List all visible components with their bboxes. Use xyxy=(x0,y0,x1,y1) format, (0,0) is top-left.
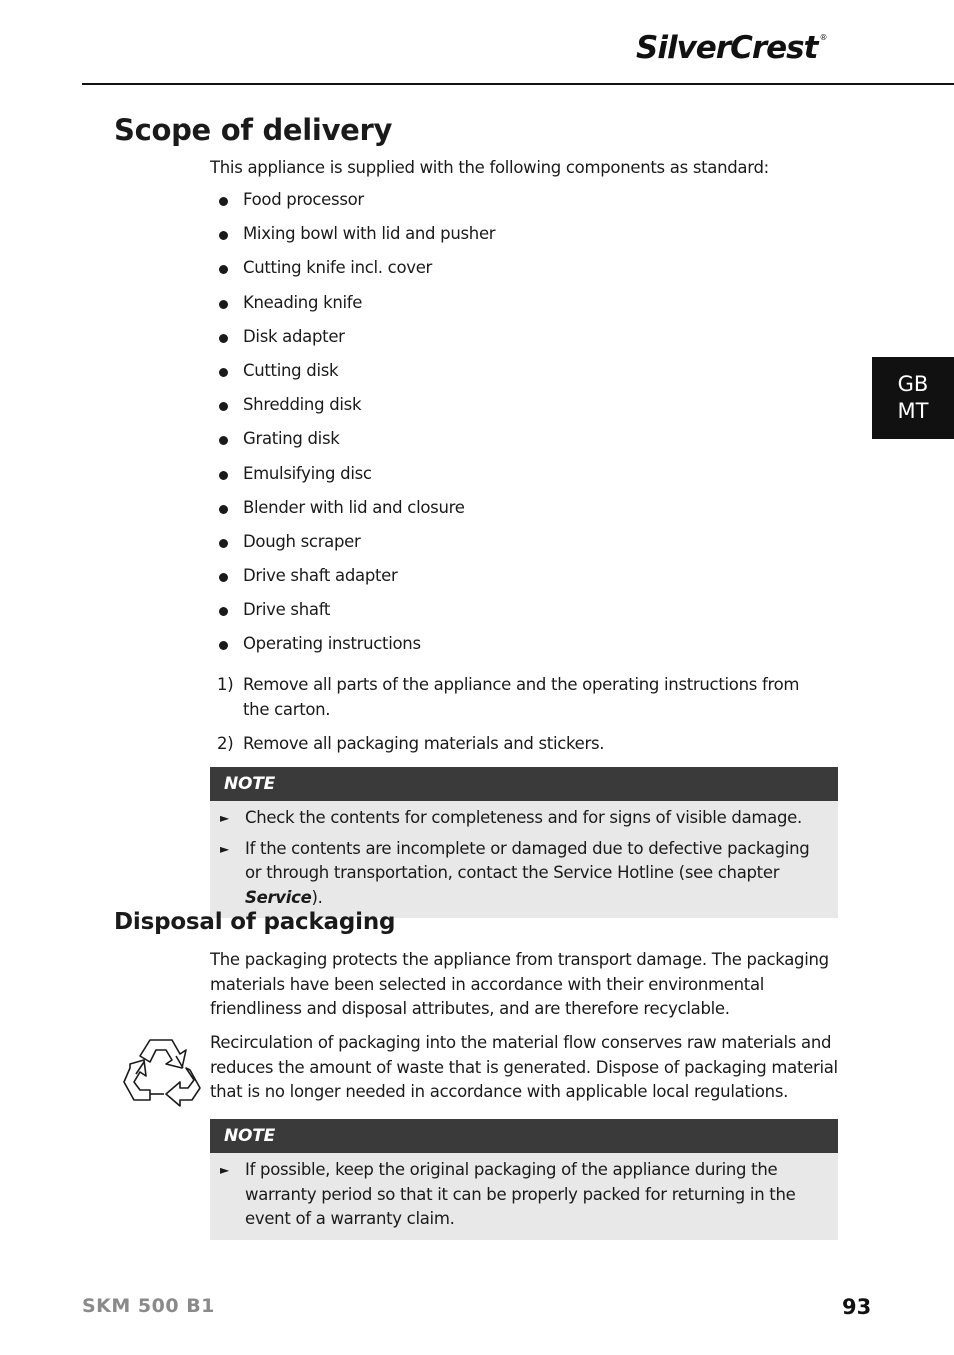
note-item xyxy=(218,837,824,911)
bullet-icon xyxy=(219,265,228,274)
note-item xyxy=(218,806,824,831)
list-item-label: Cutting knife incl. cover xyxy=(243,258,433,278)
list-item xyxy=(210,496,830,530)
arrow-right-icon: ► xyxy=(220,1163,229,1177)
step-number: 1) xyxy=(217,675,234,694)
list-item-label: Drive shaft adapter xyxy=(243,566,398,586)
list-item-label: Shredding disk xyxy=(243,395,362,415)
list-item xyxy=(210,632,830,666)
list-item-label: Mixing bowl with lid and pusher xyxy=(243,224,496,244)
bullet-icon xyxy=(219,402,228,411)
list-item xyxy=(210,427,830,461)
step-number: 2) xyxy=(217,734,234,753)
bullet-icon xyxy=(219,607,228,616)
footer-model-number: SKM 500 B1 xyxy=(82,1295,215,1317)
list-item xyxy=(210,291,830,325)
bullet-icon xyxy=(219,505,228,514)
language-tab-line2: MT xyxy=(897,399,929,423)
list-item-label: Kneading knife xyxy=(243,292,363,312)
list-item-label: Cutting disk xyxy=(243,360,339,380)
step-item xyxy=(210,732,830,757)
list-item-label: Drive shaft xyxy=(243,600,331,620)
arrow-right-icon: ► xyxy=(220,841,229,856)
page-number: 93 xyxy=(842,1295,872,1319)
list-item xyxy=(210,325,830,359)
note-body xyxy=(210,801,838,918)
brand-second: Crest xyxy=(730,30,818,66)
bullet-icon xyxy=(219,573,228,582)
bullet-icon xyxy=(219,300,228,309)
note-box-delivery xyxy=(210,767,838,918)
bullet-icon xyxy=(219,539,228,548)
list-item-label: Blender with lid and closure xyxy=(243,497,465,517)
list-item xyxy=(210,393,830,427)
disposal-paragraph-1: The packaging protects the appliance from transport damage. The packaging materials have been selected in accordance with their environmental friendliness and disposal attributes, and are therefore recyclable. xyxy=(210,950,829,1018)
list-item-label: Food processor xyxy=(243,190,364,209)
note-item xyxy=(218,1158,824,1232)
chapter-reference: Service xyxy=(245,887,312,907)
list-item-label: Dough scraper xyxy=(243,531,361,551)
note-heading: NOTE xyxy=(210,1119,838,1153)
bullet-icon xyxy=(219,334,228,343)
list-item xyxy=(210,564,830,598)
unpacking-steps xyxy=(210,673,830,767)
note-box-disposal xyxy=(210,1119,838,1240)
section-title-scope: Scope of delivery xyxy=(114,113,393,147)
note-item-text: If the contents are incomplete or damaged due to defective packaging or through transportation, contact the Service Hotline (see chapter xyxy=(245,838,810,882)
list-item-label: Emulsifying disc xyxy=(243,463,372,483)
step-item xyxy=(210,673,830,722)
bullet-icon xyxy=(219,368,228,377)
note-item-text: If possible, keep the original packaging of the appliance during the warranty period so that it can be properly packed for returning in the event of a warranty claim. xyxy=(245,1160,796,1228)
list-item xyxy=(210,188,830,222)
section-title-disposal: Disposal of packaging xyxy=(114,909,396,935)
list-item xyxy=(210,462,830,496)
disposal-paragraph-2: Recirculation of packaging into the material flow conserves raw materials and reduces the amount of waste that is generated. Dispose of packaging material that is no longer needed in accordance with applicable local regulations. xyxy=(210,1033,838,1101)
bullet-icon xyxy=(219,471,228,480)
intro-text: This appliance is supplied with the following components as standard: xyxy=(210,158,769,177)
bullet-icon xyxy=(219,641,228,650)
brand-logo xyxy=(636,30,826,66)
note-heading: NOTE xyxy=(210,767,838,801)
list-item xyxy=(210,359,830,393)
step-text: Remove all packaging materials and stickers. xyxy=(243,734,605,753)
list-item xyxy=(210,222,830,256)
language-tab-line1: GB xyxy=(897,372,929,396)
registered-mark: ® xyxy=(819,33,827,42)
bullet-icon xyxy=(219,436,228,445)
list-item xyxy=(210,256,830,290)
recycle-icon xyxy=(120,1034,204,1114)
list-item xyxy=(210,530,830,564)
bullet-icon xyxy=(219,197,228,206)
component-list xyxy=(210,188,830,667)
brand-main: Silver xyxy=(636,30,731,66)
list-item-label: Disk adapter xyxy=(243,326,345,346)
note-item-text-end: ). xyxy=(311,887,323,907)
step-text: Remove all parts of the appliance and the operating instructions from the carton. xyxy=(243,675,800,719)
note-body xyxy=(210,1153,838,1240)
arrow-right-icon: ► xyxy=(220,811,229,825)
bullet-icon xyxy=(219,231,228,240)
list-item xyxy=(210,598,830,632)
header-rule xyxy=(82,83,954,85)
language-tab xyxy=(872,357,954,439)
list-item-label: Operating instructions xyxy=(243,634,421,654)
note-item-text: Check the contents for completeness and for signs of visible damage. xyxy=(245,808,802,827)
list-item-label: Grating disk xyxy=(243,429,340,449)
